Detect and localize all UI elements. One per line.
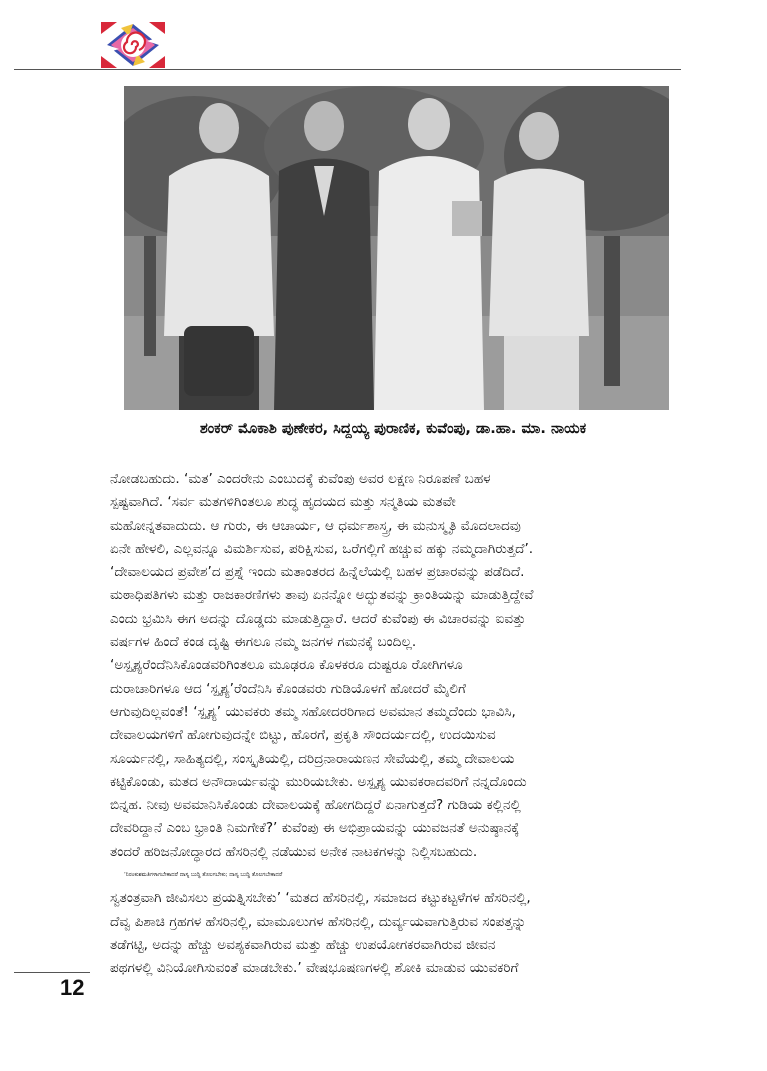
photo-caption: ಶಂಕರ್ ಮೊಕಾಶಿ ಪುಣೇಕರ, ಸಿದ್ದಯ್ಯ ಪುರಾಣಿಕ, ಕುವೆಂಪು, ಡಾ.ಹಾ. ಮಾ. ನಾಯಕ	[199, 421, 587, 437]
text-line: ತಡೆಗಟ್ಟಿ, ಅದನ್ನು ಹೆಚ್ಚು ಅವಶ್ಯಕವಾಗಿರುವ ಮತ್ತು ಹೆಚ್ಚು ಉಪಯೋಗಕರವಾಗಿರುವ ಜೀವನ	[110, 936, 496, 953]
text-line: ದೇವರಿದ್ದಾನೆ ಎಂಬ ಭ್ರಾಂತಿ ನಿಮಗೇಕೆ?’ ಕುವೆಂಪು ಈ ಅಭಿಪ್ರಾಯವನ್ನು ಯುವಜನತೆ ಅನುಷ್ಠಾನಕ್ಕೆ	[110, 820, 520, 837]
footer-rule	[14, 972, 90, 973]
text-line: ಎಂದು ಭ್ರಮಿಸಿ ಈಗ ಅದನ್ನು ದೊಡ್ಡದು ಮಾಡುತ್ತಿದ್ದಾರೆ. ಆದರೆ ಕುವೆಂಪು ಈ ವಿಚಾರವನ್ನು ಐವತ್ತು	[110, 610, 526, 627]
text-line: ಕಟ್ಟಿಕೊಂಡು, ಮತದ ಅನೌದಾರ್ಯವನ್ನು ಮುರಿಯಬೇಕು. ಅಸ್ಪೃಶ್ಯ ಯುವಕರಾದವರಿಗೆ ನನ್ನದೊಂದು	[110, 773, 527, 790]
text-line: ದೆವ್ವ ಪಿಶಾಚಿ ಗ್ರಹಗಳ ಹೆಸರಿನಲ್ಲಿ, ಮಾಮೂಲುಗಳ ಹೆಸರಿನಲ್ಲಿ, ದುರ್ವ್ಯಯವಾಗುತ್ತಿರುವ ಸಂಪತ್ತನ್ನು	[110, 913, 527, 930]
logo-icon	[101, 22, 165, 68]
text-line: ಮಹೋನ್ನತವಾದುದು. ಆ ಗುರು, ಈ ಆಚಾರ್ಯ, ಆ ಧರ್ಮಶಾಸ್ತ್ರ, ಈ ಮನುಸ್ಮೃತಿ ಮೊದಲಾದವು	[110, 517, 521, 534]
text-line: ‘ದೇವಾಲಯದ ಪ್ರವೇಶ’ದ ಪ್ರಶ್ನೆ ಇಂದು ಮತಾಂತರದ ಹಿನ್ನೆಲೆಯಲ್ಲಿ ಬಹಳ ಪ್ರಚಾರವನ್ನು ಪಡೆದಿದೆ.	[110, 564, 525, 581]
text-line: ‘ಅಸ್ಪೃಶ್ಯರೆಂದೆನಿಸಿಕೊಂಡವರಿಗಿಂತಲೂ ಮೂಢರೂ ಕೊಳಕರೂ ದುಷ್ಟರೂ ರೋಗಿಗಳೂ	[110, 657, 463, 674]
text-line: ಸ್ವತಂತ್ರವಾಗಿ ಜೀವಿಸಲು ಪ್ರಯತ್ನಿಸಬೇಕು’ ‘ಮತದ ಹೆಸರಿನಲ್ಲಿ, ಸಮಾಜದ ಕಟ್ಟುಕಟ್ಟಳೆಗಳ ಹೆಸರಿನಲ್ಲಿ,	[110, 890, 531, 907]
text-line: ನೋಡಬಹುದು. ‘ಮತ’ ಎಂದರೇನು ಎಂಬುದಕ್ಕೆ ಕುವೆಂಪು ಅವರ ಲಕ್ಷಣ ನಿರೂಪಣೆ ಬಹಳ	[110, 471, 491, 487]
text-line: ವರ್ಷಗಳ ಹಿಂದೆ ಕಂಡ ದೃಷ್ಟಿ ಈಗಲೂ ನಮ್ಮ ಜನಗಳ ಗಮನಕ್ಕೆ ಬಂದಿಲ್ಲ.	[110, 634, 417, 651]
group-photo	[124, 86, 669, 410]
text-line: ಪಥಗಳಲ್ಲಿ ವಿನಿಯೋಗಿಸುವಂತೆ ಮಾಡಬೇಕು.’ ವೇಷಭೂಷಣಗಳಲ್ಲಿ ಶೋಕಿ ಮಾಡುವ ಯುವಕರಿಗೆ	[110, 960, 519, 977]
text-line: ಸೂರ್ಯನಲ್ಲಿ, ಸಾಹಿತ್ಯದಲ್ಲಿ, ಸಂಸ್ಕೃತಿಯಲ್ಲಿ, ದರಿದ್ರನಾರಾಯಣನ ಸೇವೆಯಲ್ಲಿ, ತಮ್ಮ ದೇವಾಲಯ	[110, 750, 515, 767]
text-line: ಸ್ಪಷ್ಟವಾಗಿದೆ. ‘ಸರ್ವ ಮತಗಳಿಗಿಂತಲೂ ಶುದ್ಧ ಹೃದಯದ ಮತ್ತು ಸನ್ಮತಿಯ ಮತವೇ	[110, 494, 456, 511]
text-line: ಏನೇ ಹೇಳಲಿ, ಎಲ್ಲವನ್ನೂ ವಿಮರ್ಶಿಸುವ, ಪರಿಕ್ಷಿಸುವ, ಒರೆಗಲ್ಲಿಗೆ ಹಚ್ಚುವ ಹಕ್ಕು ನಮ್ಮದಾಗಿರುತ್ತದೆ’.	[110, 540, 534, 557]
text-line: ಬಿನ್ನಹ. ನೀವು ಅವಮಾನಿಸಿಕೊಂಡು ದೇವಾಲಯಕ್ಕೆ ಹೋಗದಿದ್ದರೆ ಏನಾಗುತ್ತದೆ? ಗುಡಿಯ ಕಲ್ಲಿನಲ್ಲಿ	[110, 797, 521, 814]
body-text	[110, 468, 670, 981]
text-line: ದೇವಾಲಯಗಳಿಗೆ ಹೋಗುವುದನ್ನೇ ಬಿಟ್ಟು, ಹೊರಗೆ, ಪ್ರಕೃತಿ ಸೌಂದರ್ಯದಲ್ಲಿ, ಉದಯಿಸುವ	[110, 727, 496, 744]
text-line: ತಂದರೆ ಹರಿಜನೋದ್ಧಾರದ ಹೆಸರಿನಲ್ಲಿ ನಡೆಯುವ ಅನೇಕ ನಾಟಕಗಳನ್ನು ನಿಲ್ಲಿಸಬಹುದು.	[110, 843, 478, 860]
header-rule	[14, 69, 681, 70]
text-line: ಆಗುವುದಿಲ್ಲವಂತೆ! ‘ಸ್ಪೃಶ್ಯ’ ಯುವಕರು ತಮ್ಮ ಸಹೋದರರಿಗಾದ ಅವಮಾನ ತಮ್ಮದೆಂದು ಭಾವಿಸಿ,	[110, 703, 516, 720]
page-number: 12	[60, 975, 85, 1000]
text-line: ‘ನಿರಂಕುಶಮತಿಗಳಾಗಬೇಕಾದರೆ ದಾಸ್ಯ ಬುದ್ಧಿ ತೊಲಗಬೇಕು; ದಾಸ್ಯ ಬುದ್ಧಿ ತೊಲಗಬೇಕಾದರೆ	[124, 872, 283, 879]
text-line: ದುರಾಚಾರಿಗಳೂ ಆದ ‘ಸ್ಪೃಶ್ಯ’ರೆಂದೆನಿಸಿ ಕೊಂಡವರು ಗುಡಿಯೊಳಗೆ ಹೋದರೆ ಮೈಲಿಗೆ	[110, 680, 466, 697]
text-line: ಮಠಾಧಿಪತಿಗಳು ಮತ್ತು ರಾಜಕಾರಣಿಗಳು ತಾವು ಏನನ್ನೋ ಅದ್ಭುತವನ್ನು ಕ್ರಾಂತಿಯನ್ನು ಮಾಡುತ್ತಿದ್ದೇವೆ	[110, 587, 534, 604]
